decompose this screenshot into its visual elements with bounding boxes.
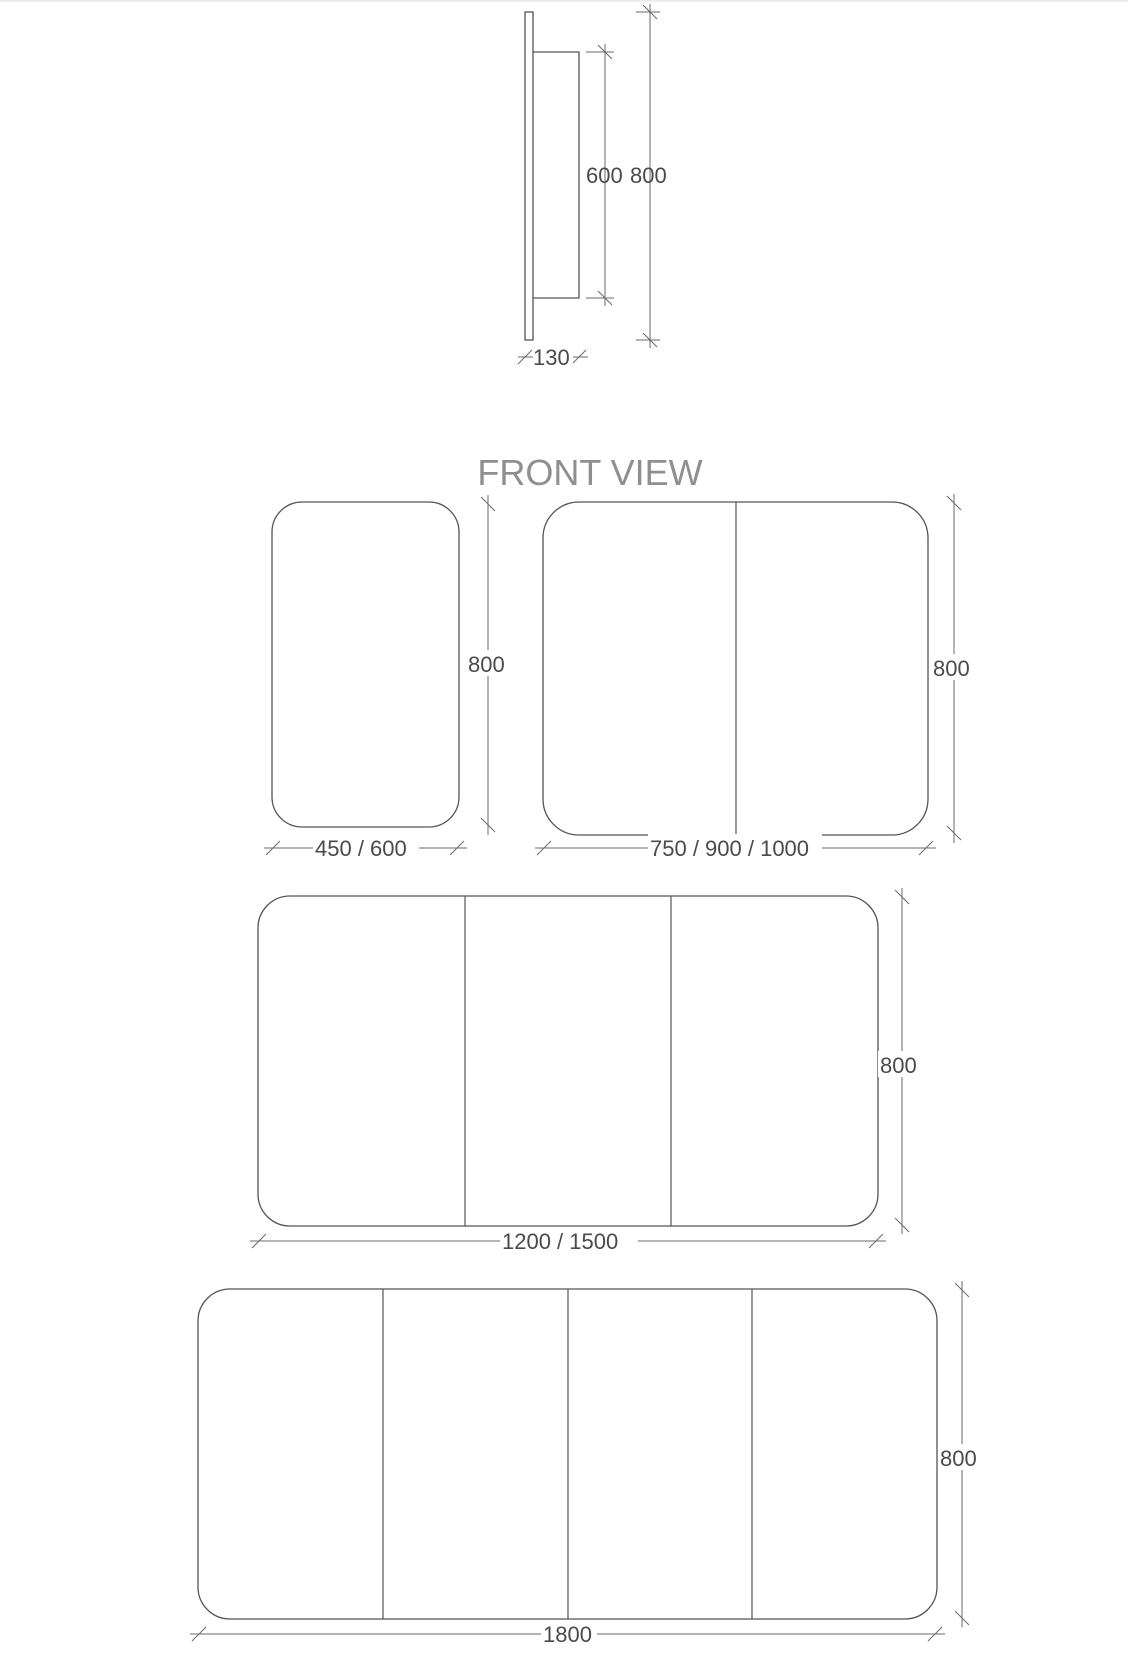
dimension-triple-height bbox=[878, 888, 922, 1234]
side-depth-label: 130 bbox=[533, 345, 570, 370]
double-width-label: 750 / 900 / 1000 bbox=[650, 836, 810, 861]
front-view-title: FRONT VIEW bbox=[477, 452, 703, 493]
side-view bbox=[518, 4, 667, 370]
dimension-quad-width bbox=[190, 1620, 945, 1647]
dimension-triple-width bbox=[250, 1227, 886, 1254]
dimension-double-height bbox=[931, 494, 975, 843]
single-height-label: 800 bbox=[468, 652, 505, 677]
double-height-label: 800 bbox=[933, 656, 970, 681]
side-inner-height-label: 600 bbox=[586, 163, 623, 188]
dimension-double-width bbox=[535, 834, 936, 861]
dimension-side-total-height bbox=[630, 4, 667, 348]
front-view-triple-door bbox=[250, 888, 922, 1254]
dimension-single-width bbox=[264, 834, 467, 861]
side-total-height-label: 800 bbox=[630, 163, 667, 188]
quad-height-label: 800 bbox=[940, 1446, 977, 1471]
side-view-mirror-plate bbox=[525, 12, 533, 340]
quad-width-label: 1800 bbox=[543, 1622, 592, 1647]
single-door-outline bbox=[272, 502, 459, 827]
dimension-side-depth bbox=[518, 343, 588, 370]
triple-door-outline bbox=[258, 896, 878, 1226]
triple-height-label: 800 bbox=[880, 1053, 917, 1078]
dimension-single-height bbox=[466, 495, 510, 835]
front-view-double-door bbox=[535, 494, 975, 861]
single-width-label: 450 / 600 bbox=[315, 836, 407, 861]
front-view-quad-door bbox=[190, 1281, 982, 1647]
front-view-single-door bbox=[264, 495, 510, 861]
side-view-cabinet-body bbox=[533, 52, 579, 298]
dimension-quad-height bbox=[938, 1281, 982, 1627]
triple-width-label: 1200 / 1500 bbox=[502, 1229, 619, 1254]
dimension-side-inner-height bbox=[586, 44, 623, 306]
